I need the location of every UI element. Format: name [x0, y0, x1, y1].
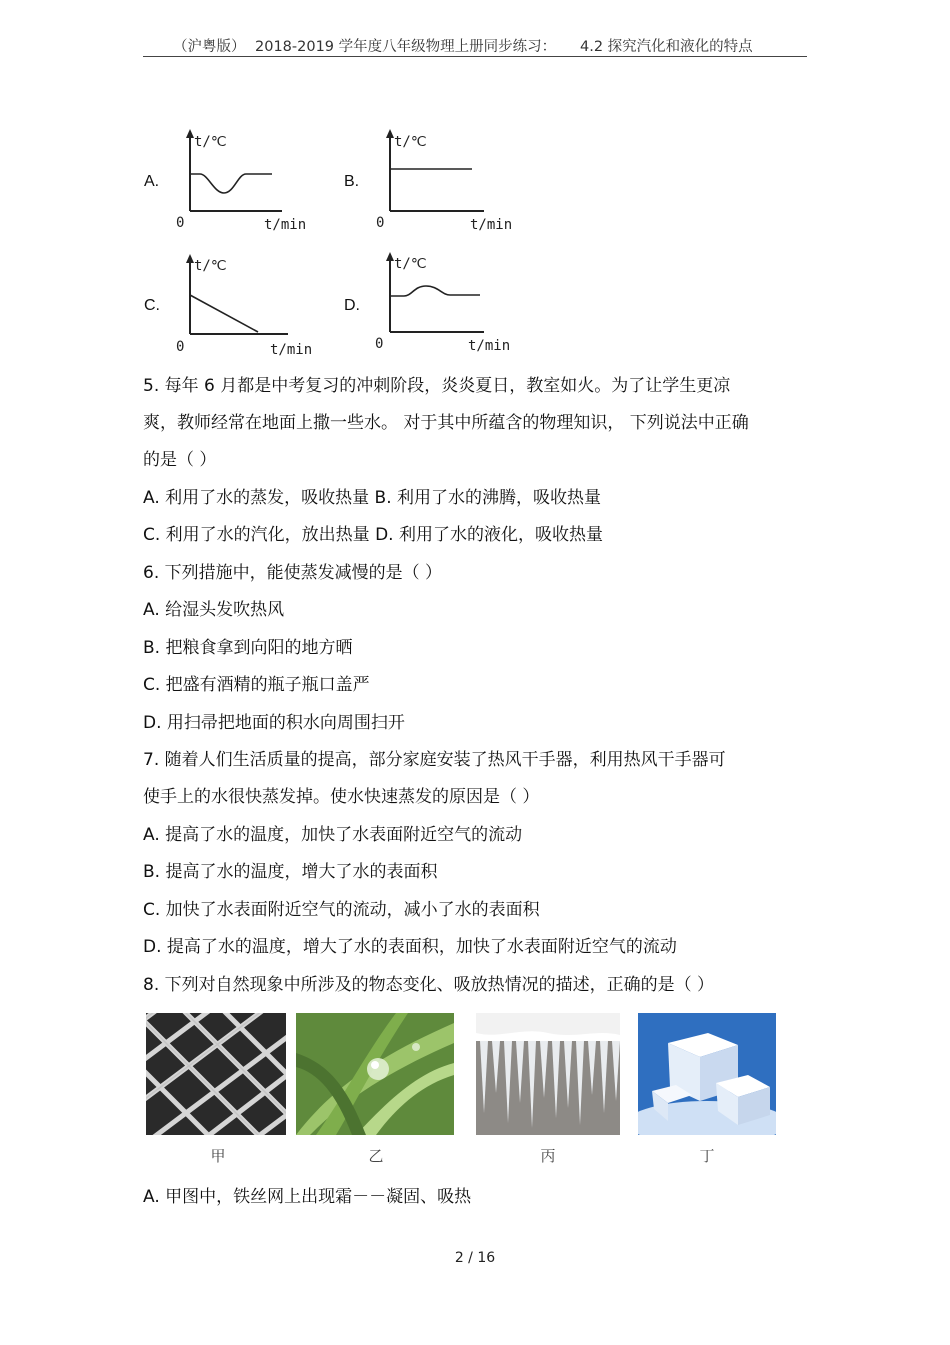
graph-c-ylabel: t/℃ [194, 258, 227, 274]
photo-dew-on-grass [296, 1013, 454, 1135]
photo-caption-yi: 乙 [368, 1147, 384, 1165]
photo-caption-ding: 丁 [699, 1147, 715, 1165]
q6-stem: 6. 下列措施中，能使蒸发减慢的是（ ） [143, 563, 443, 583]
graph-a-origin: 0 [176, 215, 185, 231]
q6-option-b: B. 把粮食拿到向阳的地方晒 [143, 638, 353, 658]
photo-frost-wire-mesh [146, 1013, 286, 1135]
q6-option-c: C. 把盛有酒精的瓶子瓶口盖严 [143, 675, 370, 695]
graph-option-a [172, 125, 322, 239]
graph-b-xlabel: t/min [470, 217, 513, 233]
q5-options-cd: C. 利用了水的汽化，放出热量 D. 利用了水的液化，吸收热量 [143, 525, 603, 545]
graph-d-ylabel: t/℃ [394, 256, 427, 272]
graph-a-xlabel: t/min [264, 217, 307, 233]
q5-stem-line3: 的是（ ） [143, 450, 217, 470]
q7-stem-line2: 使手上的水很快蒸发掉。使水快速蒸发的原因是（ ） [143, 787, 540, 807]
photo-icicles [476, 1013, 620, 1135]
header-section: 4.2 探究汽化和液化的特点 [580, 39, 753, 55]
header-edition: （沪粤版） [173, 39, 246, 55]
option-a-letter: A. [144, 173, 160, 190]
graph-c-xlabel: t/min [270, 342, 313, 358]
graph-option-c [172, 250, 322, 364]
q6-option-a: A. 给湿头发吹热风 [143, 600, 285, 620]
graph-option-b [372, 125, 522, 239]
photo-caption-jia: 甲 [210, 1147, 226, 1165]
option-c-letter: C. [144, 297, 160, 314]
q7-option-d: D. 提高了水的温度，增大了水的表面积，加快了水表面附近空气的流动 [143, 937, 677, 957]
graph-c-origin: 0 [176, 339, 185, 355]
header-title: 2018-2019 学年度八年级物理上册同步练习： [255, 39, 557, 55]
photo-ice-cubes [638, 1013, 776, 1135]
q5-options-ab: A. 利用了水的蒸发，吸收热量 B. 利用了水的沸腾，吸收热量 [143, 488, 602, 508]
option-d-letter: D. [344, 297, 360, 314]
graph-b-ylabel: t/℃ [394, 134, 427, 150]
graph-b-origin: 0 [376, 215, 385, 231]
q5-stem-line1: 5. 每年 6 月都是中考复习的冲刺阶段，炎炎夏日，教室如火。为了让学生更凉 [143, 376, 731, 396]
q7-option-a: A. 提高了水的温度，加快了水表面附近空气的流动 [143, 825, 523, 845]
q6-option-d: D. 用扫帚把地面的积水向周围扫开 [143, 713, 405, 733]
option-b-letter: B. [344, 173, 360, 190]
q5-stem-line2: 爽，教师经常在地面上撒一些水。 对于其中所蕴含的物理知识， 下列说法中正确 [143, 413, 749, 433]
q8-option-a: A. 甲图中，铁丝网上出现霜－－凝固、吸热 [143, 1187, 472, 1207]
graph-d-xlabel: t/min [468, 338, 511, 354]
graph-a-ylabel: t/℃ [194, 134, 227, 150]
q7-option-c: C. 加快了水表面附近空气的流动，减小了水的表面积 [143, 900, 540, 920]
photo-caption-bing: 丙 [540, 1147, 556, 1165]
page-header [143, 32, 807, 57]
graph-option-d [372, 248, 522, 362]
q7-option-b: B. 提高了水的温度，增大了水的表面积 [143, 862, 438, 882]
q8-photo-row [146, 1013, 786, 1173]
graph-d-origin: 0 [375, 336, 384, 352]
page-number: 2 / 16 [454, 1250, 496, 1266]
q8-stem: 8. 下列对自然现象中所涉及的物态变化、吸放热情况的描述，正确的是（ ） [143, 975, 715, 995]
q7-stem-line1: 7. 随着人们生活质量的提高，部分家庭安装了热风干手器，利用热风干手器可 [143, 750, 726, 770]
